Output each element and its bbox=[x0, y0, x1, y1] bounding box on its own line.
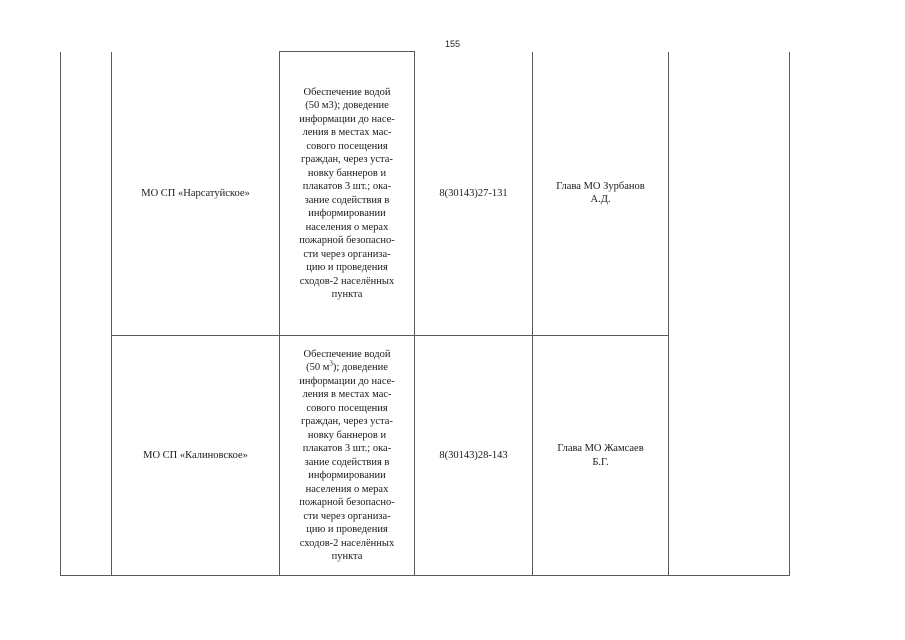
blank-index-cell bbox=[61, 52, 112, 576]
municipality-cell: МО СП «Нарсатуйское» bbox=[112, 52, 280, 336]
phone-cell: 8(30143)27-131 bbox=[415, 52, 533, 336]
measures-cell: Обеспечение водой (50 $м^3$); доведение информации до насе- ления в местах мас- сового посещения граждан, через уста- новку баннеров и плакатов 3 шт.; ока- зание содействия в информировании населения о мерах пожарной безопасно- сти через организа- цию и проведения сходов-2 населённых пункта bbox=[280, 336, 415, 576]
blank-notes-cell bbox=[669, 52, 790, 576]
phone-cell: 8(30143)28-143 bbox=[415, 336, 533, 576]
head-name: Глава МО Жамсаев bbox=[557, 443, 644, 454]
head-cell bbox=[533, 52, 669, 336]
head-initials: Б.Г. bbox=[592, 456, 609, 468]
table-row bbox=[61, 52, 790, 336]
head-initials: А.Д. bbox=[590, 194, 611, 206]
page-number: 155 bbox=[444, 39, 461, 49]
municipality-cell: МО СП «Калиновское» bbox=[112, 336, 280, 576]
measures-table bbox=[60, 51, 790, 576]
measures-cell: Обеспечение водой (50 м3); доведение информации до насе- ления в местах мас- сового посещения граждан, через уста- новку баннеров и плакатов 3 шт.; ока- зание содействия в информировании населения о мерах пожарной безопасно- сти через организа- цию и проведения сходов-2 населённых пункта bbox=[280, 52, 415, 336]
head-name: Глава МО Зурбанов bbox=[556, 180, 645, 192]
head-cell bbox=[533, 336, 669, 576]
